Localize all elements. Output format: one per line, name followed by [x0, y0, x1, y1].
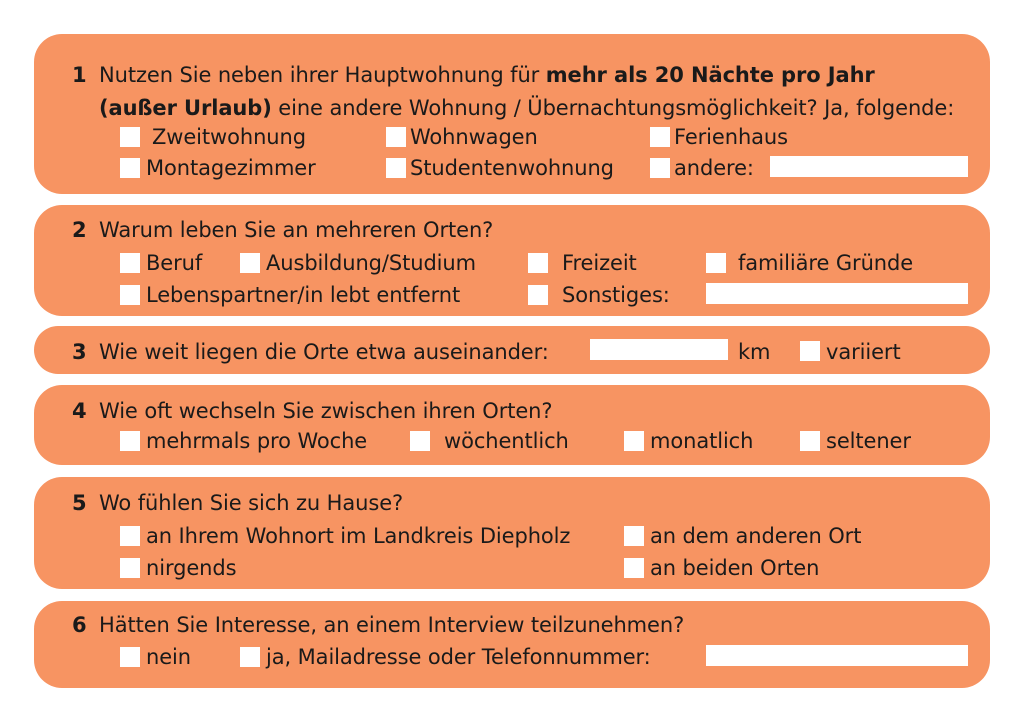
checkbox-seltener[interactable] — [800, 431, 820, 451]
question-1-text-line2 — [99, 95, 954, 121]
option-montagezimmer: Montagezimmer — [146, 156, 316, 180]
option-wohnort-diepholz: an Ihrem Wohnort im Landkreis Diepholz — [146, 524, 571, 548]
question-5-text: Wo fühlen Sie sich zu Hause? — [99, 491, 404, 515]
option-variiert: variiert — [826, 340, 901, 364]
question-6-number: 6 — [72, 613, 87, 637]
checkbox-lebenspartner[interactable] — [120, 285, 140, 305]
checkbox-sonstiges[interactable] — [528, 285, 548, 305]
checkbox-wohnwagen[interactable] — [386, 127, 406, 147]
question-6-text: Hätten Sie Interesse, an einem Interview teilzunehmen? — [99, 613, 685, 637]
question-5-number: 5 — [72, 491, 87, 515]
option-beiden-orten: an beiden Orten — [650, 556, 820, 580]
option-ja: ja, Mailadresse oder Telefonnummer: — [266, 645, 651, 669]
option-woechentlich: wöchentlich — [444, 429, 569, 453]
option-nirgends: nirgends — [146, 556, 237, 580]
checkbox-anderer-ort[interactable] — [624, 526, 644, 546]
option-beruf: Beruf — [146, 251, 203, 275]
checkbox-nein[interactable] — [120, 647, 140, 667]
contact-input-field[interactable] — [706, 645, 968, 666]
checkbox-beiden-orten[interactable] — [624, 558, 644, 578]
checkbox-beruf[interactable] — [120, 253, 140, 273]
option-sonstiges: Sonstiges: — [562, 283, 670, 307]
checkbox-nirgends[interactable] — [120, 558, 140, 578]
option-zweitwohnung: Zweitwohnung — [152, 125, 306, 149]
question-1-text-line1 — [99, 62, 875, 88]
option-ferienhaus: Ferienhaus — [674, 125, 788, 149]
checkbox-andere[interactable] — [650, 158, 670, 178]
checkbox-ausbildung-studium[interactable] — [240, 253, 260, 273]
checkbox-woechentlich[interactable] — [410, 431, 430, 451]
option-monatlich: monatlich — [650, 429, 754, 453]
option-lebenspartner: Lebenspartner/in lebt entfernt — [146, 283, 461, 307]
checkbox-mehrmals-pro-woche[interactable] — [120, 431, 140, 451]
question-2-number: 2 — [72, 218, 87, 242]
question-4-number: 4 — [72, 399, 87, 423]
question-3-text: Wie weit liegen die Orte etwa auseinander: — [99, 340, 549, 364]
option-anderer-ort: an dem anderen Ort — [650, 524, 862, 548]
question-1-number: 1 — [72, 63, 87, 87]
option-wohnwagen: Wohnwagen — [410, 125, 538, 149]
question-1-text-normal: Nutzen Sie neben ihrer Hauptwohnung für — [99, 63, 546, 87]
option-ausbildung-studium: Ausbildung/Studium — [266, 251, 476, 275]
option-seltener: seltener — [826, 429, 911, 453]
option-andere: andere: — [674, 156, 754, 180]
checkbox-variiert[interactable] — [800, 341, 820, 361]
checkbox-studentenwohnung[interactable] — [386, 158, 406, 178]
option-studentenwohnung: Studentenwohnung — [410, 156, 614, 180]
checkbox-familiaere-gruende[interactable] — [706, 253, 726, 273]
option-familiaere-gruende: familiäre Gründe — [738, 251, 914, 275]
question-1-text-bold: mehr als 20 Nächte pro Jahr — [545, 63, 875, 87]
question-1-text-rest: eine andere Wohnung / Übernachtungsmöglichkeit? Ja, folgende: — [271, 96, 955, 120]
checkbox-monatlich[interactable] — [624, 431, 644, 451]
sonstiges-input-field[interactable] — [706, 283, 968, 304]
checkbox-montagezimmer[interactable] — [120, 158, 140, 178]
option-nein: nein — [146, 645, 191, 669]
andere-input-field[interactable] — [770, 156, 968, 177]
question-4-text: Wie oft wechseln Sie zwischen ihren Orten? — [99, 399, 553, 423]
checkbox-zweitwohnung[interactable] — [120, 127, 140, 147]
checkbox-ja[interactable] — [240, 647, 260, 667]
unit-km: km — [738, 340, 771, 364]
question-1-text-bold-2: (außer Urlaub) — [99, 96, 272, 120]
checkbox-wohnort-diepholz[interactable] — [120, 526, 140, 546]
option-mehrmals-pro-woche: mehrmals pro Woche — [146, 429, 368, 453]
checkbox-ferienhaus[interactable] — [650, 127, 670, 147]
option-freizeit: Freizeit — [562, 251, 637, 275]
question-3-number: 3 — [72, 340, 87, 364]
question-2-text: Warum leben Sie an mehreren Orten? — [99, 218, 494, 242]
distance-input-field[interactable] — [590, 339, 728, 360]
checkbox-freizeit[interactable] — [528, 253, 548, 273]
